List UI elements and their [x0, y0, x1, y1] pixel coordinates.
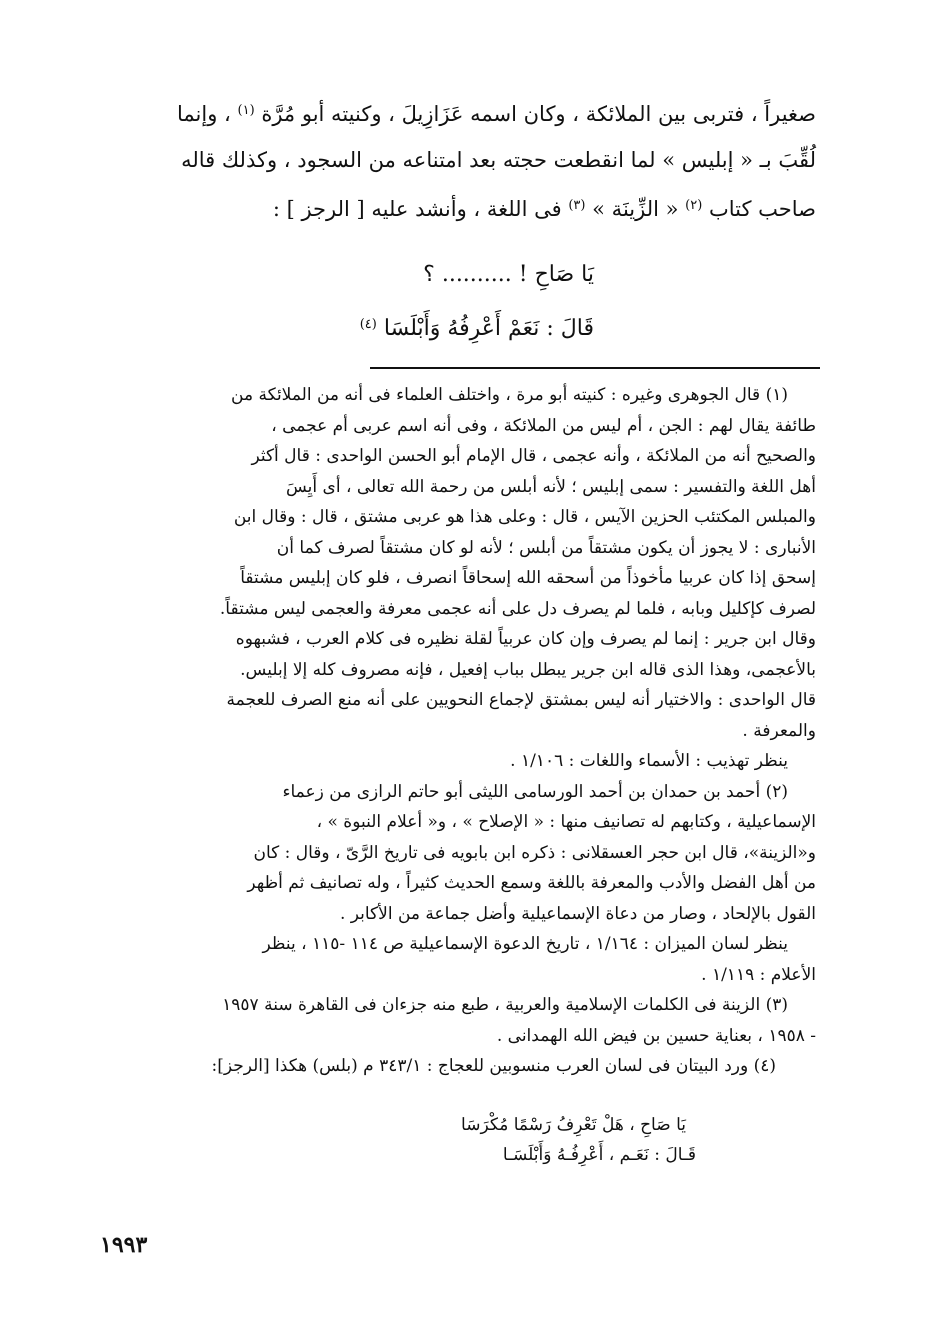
footnote-1-line: أهل اللغة والتفسير : سمى إبليس ؛ لأنه أبلس من رحمة الله تعالى ، أى أَيِسَ [286, 476, 816, 497]
footnote-1-line: والمبلس المكتئب الحزين الآيس ، قال : وعلى هذا هو عربى مشتق ، قال : وقال ابن [233, 507, 816, 527]
main-line-3-end: فى اللغة ، وأنشد عليه [ الرجز ] : [272, 197, 562, 221]
footnote-1-line: وقال ابن جرير : إنما لم يصرف وإن كان عربياً لقلة نظيره فى كلام العرب ، فشبهوه [235, 629, 816, 649]
footnote-marker-1: (١) [237, 103, 255, 118]
main-line-3-start: صاحب كتاب [708, 197, 816, 221]
book-title-zina: « الزِّينَة » [592, 197, 679, 221]
footnote-2-line: الإسماعيلية ، وكتابهم له تصانيف منها : « الإصلاح » ، و« أعلام النبوة » ، [316, 812, 816, 832]
footnote-marker-4: (٤) [359, 317, 377, 332]
footnotes [116, 380, 816, 1082]
main-line-1 [116, 88, 816, 137]
verse-line-2 [334, 305, 594, 349]
footnote-marker-2: (٢) [685, 198, 703, 213]
footnote-1-line: إسحق إذا كان عربيا مأخوذاً من أسحقه الله إسحاقاً انصرف ، فلو كان إبليس مشتقاً [240, 568, 816, 588]
footnote-1-line: الأنبارى : لا يجوز أن يكون مشتقاً من أبلس ؛ لأنه لو كان مشتقاً لصرف كما أن [276, 537, 816, 558]
footnote-1-line: والمعرفة . [742, 720, 816, 741]
footnote-3-line: (٣) الزينة فى الكلمات الإسلامية والعربية ، طبع منه جزءان فى القاهرة سنة ١٩٥٧ [222, 995, 788, 1015]
page-number: ١٩٩٣ [100, 1232, 148, 1258]
main-line-1-end: ، وإنما [177, 102, 231, 126]
footnote-2-line: من أهل الفضل والأدب والمعرفة باللغة وسمع الحديث كثيراً ، وله تصانيف ثم أظهر [247, 873, 816, 893]
footnote-2-reference: ينظر لسان الميزان : ١/١٦٤ ، تاريخ الدعوة الإسماعيلية ص ١١٤ -١١٥ ، ينظر [262, 934, 788, 954]
footnote-1-line: قال الواحدى : والاختيار أنه ليس بمشتق لإجماع النحويين على أنه منع الصرف للعجمة [226, 690, 816, 710]
footnote-4-line: (٤) ورد البيتان فى لسان العرب منسوبين للعجاج : ٣٤٣/١ م (بلس) هكذا [الرجز]: [211, 1056, 776, 1076]
main-line-3 [116, 183, 816, 232]
main-text [116, 88, 816, 232]
footnote-marker-3: (٣) [568, 198, 586, 213]
main-line-1-text: صغيراً ، فتربى بين الملائكة ، وكان اسمه عَزَازِيلَ ، وكنيته أبو مُرَّة [261, 102, 816, 126]
footnote-3-line: - ١٩٥٨ ، بعناية حسين بن فيض الله الهمدانى . [496, 1025, 816, 1046]
footnote-1-line: طائفة يقال لهم : الجن ، أم ليس من الملائكة ، وفى أنه اسم عربى أم عجمى ، [271, 415, 816, 436]
footnote-separator [370, 367, 820, 369]
footnote-2-reference: الأعلام : ١/١١٩ . [701, 964, 816, 985]
footnote-1-reference: ينظر تهذيب : الأسماء واللغات : ١/١٠٦ . [510, 751, 788, 771]
footnote-4-poem [116, 1110, 816, 1170]
poem-line-2: قَـالَ : نَعَـم ، أَعْرِفُـهُ وَأَبْلَسَـا [502, 1145, 696, 1165]
footnote-1-line: بالأعجمى، وهذا الذى قاله ابن جرير يبطل بباب إفعيل ، فإنه مصروف كله إلا إبليس. [240, 659, 816, 680]
verse-line-1: يَا صَاحِ ! .......... ؟ [423, 262, 594, 287]
poem-line-1: يَا صَاحِ ، هَلْ تَعْرِفُ رَسْمًا مُكْرَسَا [461, 1115, 686, 1135]
footnote-1-line: لصرف كإكليل وبابه ، فلما لم يصرف دل على أنه عجمى معرفة والعجمى ليس مشتقاً. [219, 598, 816, 619]
footnote-1-line: (١) قال الجوهرى وغيره : كنيته أبو مرة ، واختلف العلماء فى أنه من الملائكة من [231, 385, 788, 405]
main-line-2: لُقِّبَ بـ « إبليس » لما انقطعت حجته بعد امتناعه من السجود ، وكذلك قاله [181, 148, 816, 172]
footnote-2-line: القول بالإلحاد ، وصار من دعاة الإسماعيلية وأضل جماعة من الأكابر . [339, 903, 816, 924]
footnote-2-line: (٢) أحمد بن حمدان بن أحمد الورسامى الليثى أبو حاتم الرازى من زعماء [282, 781, 788, 802]
footnote-2-line: و«الزينة»، قال ابن حجر العسقلانى : ذكره ابن بابويه فى تاريخ الرَّىّ ، وقال : كان [253, 842, 816, 863]
verse-line-2-text: قَالَ : نَعَمْ أَعْرِفُهُ وَأَبْلَسَا [383, 316, 594, 341]
footnote-1-line: والصحيح أنه من الملائكة ، وأنه عجمى ، قال الإمام أبو الحسن الواحدى : قال أكثر [251, 446, 816, 466]
